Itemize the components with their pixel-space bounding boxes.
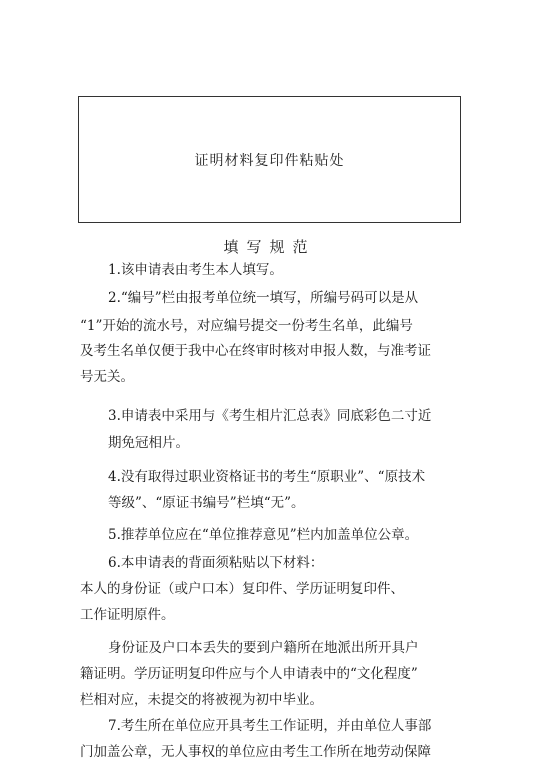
instruction-line: 籍证明。学历证明复印件应与个人申请表中的“文化程度” bbox=[80, 666, 418, 682]
instruction-line: 及考生名单仅便于我中心在终审时核对申报人数，与准考证 bbox=[80, 343, 431, 359]
certificate-paste-box bbox=[78, 96, 461, 223]
instruction-line: 工作证明原件。 bbox=[80, 607, 175, 623]
instruction-line: 门加盖公章，无人事权的单位应由考生工作所在地劳动保障 bbox=[80, 744, 431, 760]
instruction-line: 3.申请表中采用与《考生相片汇总表》同底彩色二寸近 bbox=[108, 408, 432, 424]
instruction-line: 号无关。 bbox=[80, 369, 134, 385]
instruction-line: 身份证及户口本丢失的要到户籍所在地派出所开具户 bbox=[108, 640, 419, 656]
section-heading: 填写规范 bbox=[223, 238, 316, 256]
instruction-line: 2.“编号”栏由报考单位统一填写，所编号码可以是从 bbox=[108, 290, 419, 306]
instruction-line: 期免冠相片。 bbox=[108, 435, 189, 451]
instruction-line: 4.没有取得过职业资格证书的考生“原职业”、“原技术 bbox=[108, 469, 426, 485]
instruction-line: 1.该申请表由考生本人填写。 bbox=[108, 262, 283, 278]
instruction-line: 5.推荐单位应在“单位推荐意见”栏内加盖单位公章。 bbox=[108, 527, 419, 543]
instruction-line: 等级”、“原证书编号”栏填“无”。 bbox=[108, 495, 305, 511]
instruction-line: 栏相对应，未提交的将被视为初中毕业。 bbox=[80, 692, 323, 708]
instruction-line: 7.考生所在单位应开具考生工作证明，并由单位人事部 bbox=[108, 718, 432, 734]
instruction-line: “1”开始的流水号，对应编号提交一份考生名单，此编号 bbox=[80, 318, 413, 334]
instruction-line: 6.本申请表的背面须粘贴以下材料： bbox=[108, 555, 324, 571]
paste-box-label: 证明材料复印件粘贴处 bbox=[194, 152, 345, 169]
instruction-line: 本人的身份证（或户口本）复印件、学历证明复印件、 bbox=[80, 581, 404, 597]
